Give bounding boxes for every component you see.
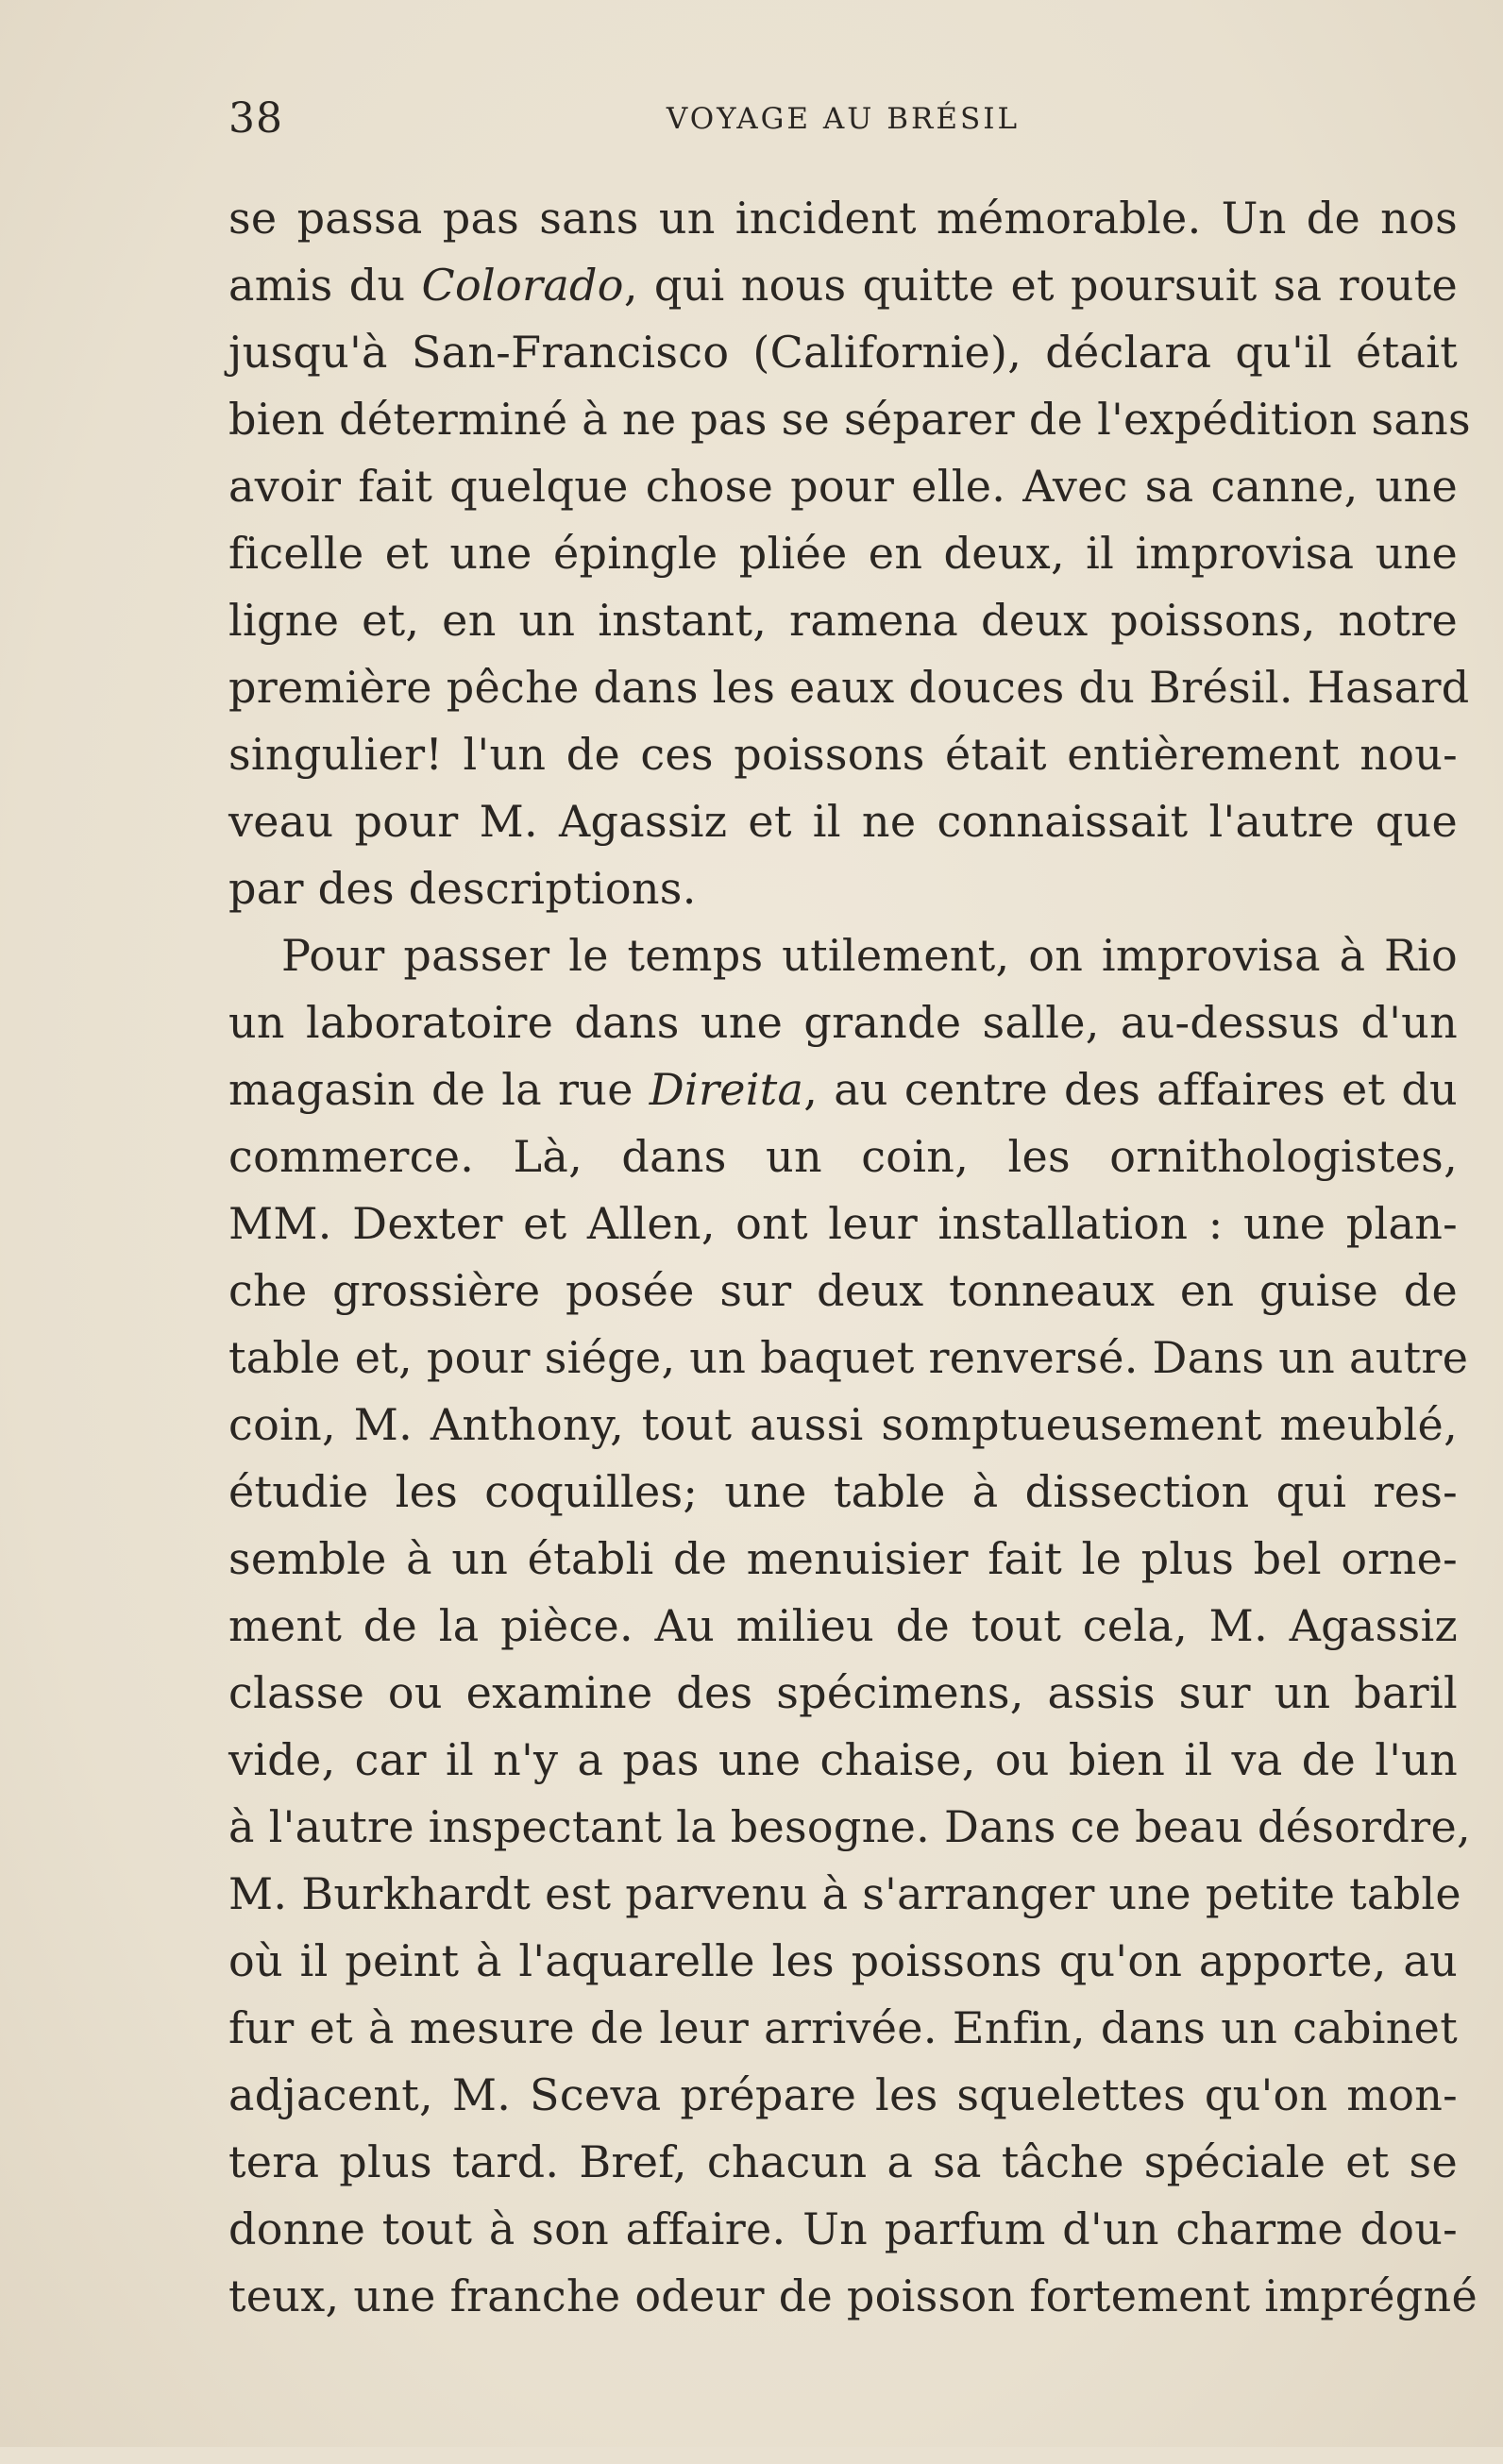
text-line: classe ou examine des spécimens, assis sur un baril [228, 1667, 1458, 1718]
street-name: Direita [649, 1064, 804, 1115]
text-line: fur et à mesure de leur arrivée. Enfin, dans un cabinet [228, 2002, 1458, 2053]
text-line [228, 2397, 1458, 2464]
text-line: avoir fait quelque chose pour elle. Avec sa canne, une [228, 461, 1458, 512]
ship-name: Colorado [421, 260, 624, 311]
text-line: amis du Colorado, qui nous quitte et poursuit sa route [228, 260, 1458, 311]
text-line: étudie les coquilles; une table à dissection qui res- [228, 1466, 1458, 1517]
text-line: bien déterminé à ne pas se séparer de l'expédition sans [228, 394, 1471, 445]
text-line: un laboratoire dans une grande salle, au-dessus d'un [228, 997, 1458, 1048]
text-line: MM. Dexter et Allen, ont leur installation : une plan- [228, 1198, 1458, 1249]
text-line: table et, pour siége, un baquet renversé. Dans un autre [228, 1332, 1469, 1383]
text-line: che grossière posée sur deux tonneaux en guise de [228, 1265, 1458, 1316]
text-line: par des descriptions. [228, 863, 697, 914]
text-line: M. Burkhardt est parvenu à s'arranger une petite table [228, 1868, 1461, 1919]
text-line: magasin de la rue Direita, au centre des affaires et du [228, 1064, 1458, 1115]
text-line: à l'autre inspectant la besogne. Dans ce beau désordre, [228, 1801, 1471, 1852]
running-title: VOYAGE AU BRÉSIL [666, 102, 1021, 136]
text-line: commerce. Là, dans un coin, les ornithologistes, [228, 1131, 1458, 1182]
text-line [228, 2330, 1458, 2397]
text-line: première pêche dans les eaux douces du Brésil. Hasard [228, 662, 1470, 713]
text-line: donne tout à son affaire. Un parfum d'un charme dou- [228, 2203, 1458, 2254]
text-line: ficelle et une épingle pliée en deux, il improvisa une [228, 528, 1458, 579]
text-line: adjacent, M. Sceva prépare les squelettes qu'on mon- [228, 2069, 1458, 2120]
text-line: tera plus tard. Bref, chacun a sa tâche spéciale et se [228, 2136, 1458, 2187]
body-text [228, 185, 1478, 2464]
text-line: veau pour M. Agassiz et il ne connaissait l'autre que [228, 796, 1458, 847]
paragraph-1 [228, 185, 1471, 922]
text-line: coin, M. Anthony, tout aussi somptueusement meublé, [228, 1399, 1458, 1450]
text-line: Pour passer le temps utilement, on improvisa à Rio [281, 930, 1458, 981]
text-line: singulier! l'un de ces poissons était entièrement nou- [228, 729, 1458, 780]
text-line: où il peint à l'aquarelle les poissons qu'on apporte, au [228, 1935, 1458, 1986]
text-line: ligne et, en un instant, ramena deux poissons, notre [228, 595, 1458, 646]
text-line: semble à un établi de menuisier fait le plus bel orne- [228, 1533, 1458, 1584]
page-header [228, 94, 1458, 151]
page-number: 38 [228, 94, 283, 143]
text-line: vide, car il n'y a pas une chaise, ou bien il va de l'un [228, 1734, 1458, 1785]
text-line: se passa pas sans un incident mémorable. Un de nos [228, 193, 1458, 244]
text-line: ment de la pièce. Au milieu de tout cela, M. Agassiz [228, 1600, 1458, 1651]
text-line: teux, une franche odeur de poisson fortement imprégné [228, 2270, 1478, 2321]
text-line: jusqu'à San-Francisco (Californie), déclara qu'il était [228, 327, 1458, 378]
paragraph-2 [228, 922, 1478, 2464]
